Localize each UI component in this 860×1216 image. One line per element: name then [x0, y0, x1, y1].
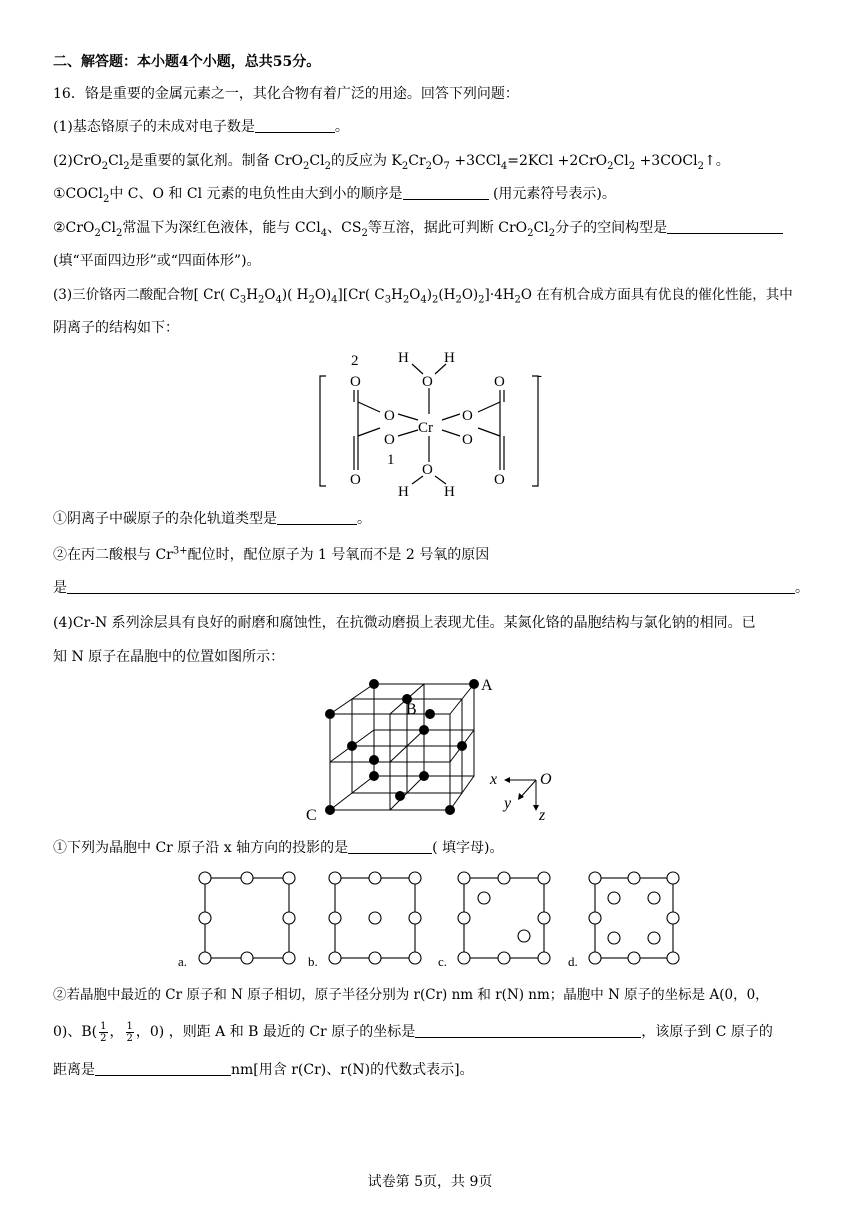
frac-den: 2 — [126, 1032, 133, 1044]
fraction-half — [126, 1021, 134, 1044]
question-4: (4)Cr-N 系列涂层具有良好的耐磨和腐蚀性，在抗微动磨损上表现尤佳。某氮化铬的晶胞结构与氯化钠的相同。已 — [53, 615, 756, 631]
q3-text: H — [391, 287, 403, 303]
q3-text: (H — [438, 287, 456, 303]
q3a-text: ①阴离子中碳原子的杂化轨道类型是 — [53, 511, 277, 527]
n-atom — [395, 791, 405, 801]
x-axis-label: x — [490, 771, 498, 788]
fraction-half — [99, 1021, 107, 1044]
atom-O: O — [462, 408, 473, 424]
q2-text: =2KCl +2CrO — [507, 153, 608, 169]
q3b-text: ②在丙二酸根与 Cr — [53, 547, 173, 563]
q2b-text: 等互溶，据此可判断 CrO — [367, 220, 528, 236]
q2-text: ↑。 — [703, 153, 730, 169]
sub: 2 — [102, 193, 110, 205]
atom-H: H — [398, 350, 409, 366]
n-atom — [369, 679, 379, 689]
q3-text: O — [409, 287, 421, 303]
answer-blank-3a[interactable] — [277, 510, 357, 525]
question-4b-line3 — [53, 1060, 474, 1080]
option-b-label[interactable]: b. — [308, 954, 318, 969]
answer-blank-4b-coord[interactable] — [415, 1023, 641, 1038]
sub: 2 — [697, 160, 704, 172]
answer-blank-2b[interactable] — [667, 219, 783, 234]
sup: 3+ — [172, 545, 188, 557]
n-atom — [325, 805, 335, 815]
question-4b: ②若晶胞中最近的 Cr 原子和 N 原子相切，原子半径分别为 r(Cr) nm 和 r(N) nm；晶胞中 N 原子的坐标是 A(0，0， — [53, 987, 769, 1003]
q3-text: H — [246, 287, 259, 303]
q4a-text: ①下列为晶胞中 Cr 原子沿 x 轴方向的投影的是 — [53, 840, 349, 856]
atom-O: O — [350, 374, 361, 390]
answer-blank-4a[interactable] — [348, 839, 432, 854]
q3-text: O) — [461, 287, 479, 303]
q2-text: +3CCl — [449, 153, 501, 169]
q2b-text: Cl — [100, 220, 117, 236]
oxygen-1-label: 1 — [387, 452, 395, 468]
q3-text: ][Cr( C — [337, 287, 385, 303]
frac-num: 1 — [126, 1020, 133, 1032]
q3b-text: 是 — [53, 580, 67, 596]
z-axis-label: z — [539, 807, 546, 824]
separator: ， — [109, 1024, 124, 1040]
q3-text: O 在有机合成方面具有优良的催化性能，其中 — [520, 287, 793, 303]
projection-options — [170, 868, 690, 972]
sub: 7 — [443, 160, 450, 172]
sub: 2 — [123, 160, 130, 172]
q1-suffix: 。 — [334, 119, 349, 135]
q4b-text: 0)、B( — [53, 1024, 98, 1040]
atom-O: O — [462, 432, 473, 448]
question-3b — [53, 545, 489, 565]
question-2b — [53, 218, 783, 238]
atom-O: O — [422, 374, 433, 390]
question-2b-line2: (填“平面四边形”或“四面体形”)。 — [53, 253, 261, 269]
anion-structure-diagram — [310, 340, 550, 500]
q2-text: Cl — [613, 153, 629, 169]
n-atom — [419, 771, 429, 781]
question-2a — [53, 184, 616, 204]
point-B-label: B — [406, 701, 417, 718]
n-atom — [445, 805, 455, 815]
atom-O: O — [494, 374, 505, 390]
option-a-figure — [199, 872, 295, 964]
atom-O: O — [422, 462, 433, 478]
q3-text: (3)三价铬丙二酸配合物[ Cr( C — [53, 287, 240, 303]
q3a-suffix: 。 — [357, 511, 371, 527]
frac-den: 2 — [100, 1032, 107, 1044]
charge-label: - — [537, 368, 542, 384]
q2b-text: 、CS — [327, 220, 362, 236]
sub: 2 — [628, 160, 636, 172]
y-axis-label: y — [504, 795, 512, 812]
q3-text: ) — [426, 287, 433, 303]
crystal-cell-diagram — [300, 672, 570, 824]
page-footer: 试卷第 5页，共 9页 — [367, 1174, 493, 1190]
sub: 2 — [607, 160, 614, 172]
question-4-line2: 知 N 原子在晶胞中的位置如图所示： — [53, 649, 285, 665]
atom-O: O — [384, 408, 395, 424]
sub: 4 — [500, 160, 508, 172]
q3-text: O) — [314, 287, 332, 303]
q2-text: 是重要的氯化剂。制备 CrO — [129, 153, 304, 169]
atom-O: O — [494, 472, 505, 488]
question-3: (3)三价铬丙二酸配合物[ Cr( $C_3H_2O_4$)( $H_2O)_4][Cr$( $C_3H_2O_4)_2(H_2O)_2]\cdot 4H_2O$ 在有机合成方面具有优良的催化性能，其中 — [53, 287, 793, 306]
sub: 2 — [425, 160, 433, 172]
sub: 2 — [401, 160, 409, 172]
answer-blank-1[interactable] — [255, 118, 335, 133]
atom-O: O — [350, 472, 361, 488]
q4b-text: nm[用含 r(Cr)、r(N)的代数式表示]。 — [231, 1062, 474, 1078]
atom-H: H — [444, 350, 455, 366]
q4b-text: ，该原子到 C 原子的 — [641, 1024, 773, 1040]
origin-label: O — [540, 771, 552, 788]
answer-blank-3b[interactable] — [67, 579, 795, 594]
option-c-figure — [458, 872, 550, 964]
sub: 2 — [548, 227, 556, 239]
option-a-label[interactable]: a. — [178, 954, 188, 969]
question-1 — [53, 117, 349, 137]
q2b-text: 常温下为深红色液体，能与 CCl — [122, 220, 321, 236]
q3-text: )( H — [281, 287, 309, 303]
option-c-label[interactable]: c. — [438, 954, 448, 969]
q2a-suffix: (用元素符号表示)。 — [488, 186, 616, 202]
n-atom — [419, 725, 429, 735]
q4b-text: 距离是 — [53, 1062, 95, 1078]
question-3-line2: 阴离子的结构如下： — [53, 320, 179, 336]
n-atom — [425, 709, 435, 719]
n-atom — [457, 741, 467, 751]
n-atom — [369, 755, 379, 765]
question-4b-line2 — [53, 1018, 773, 1046]
sub: 2 — [101, 160, 109, 172]
n-atom — [347, 741, 357, 751]
q2b-text: 分子的空间构型是 — [555, 220, 668, 236]
option-d-label[interactable]: d. — [568, 954, 578, 969]
sub: 2 — [527, 227, 534, 239]
q4b-text: ，0) ，则距 A 和 B 最近的 Cr 原子的坐标是 — [135, 1024, 416, 1040]
atom-O: O — [384, 432, 395, 448]
sub: 2 — [94, 227, 101, 239]
oxygen-2-label: 2 — [351, 353, 359, 369]
question-16-intro: 16．铬是重要的金属元素之一，其化合物有着广泛的用途。回答下列问题： — [53, 86, 519, 102]
question-3b-line2 — [53, 578, 809, 598]
q3-text: ·4H — [489, 287, 515, 303]
q4a-suffix: ( 填字母)。 — [432, 840, 504, 856]
n-atom — [469, 679, 479, 689]
q2b-text: ②CrO — [53, 220, 95, 236]
sub: 2 — [361, 227, 368, 239]
q2a-text: ①COCl — [53, 186, 103, 202]
q2-text: O — [432, 153, 444, 169]
q1-text: (1)基态铬原子的未成对电子数是 — [53, 119, 255, 135]
sub: 2 — [116, 227, 123, 239]
sub: 2 — [303, 160, 310, 172]
q3b-suffix: 。 — [795, 580, 809, 596]
answer-blank-4b-distance[interactable] — [95, 1061, 231, 1076]
option-d-figure — [589, 872, 679, 964]
q2a-text: 中 C、O 和 Cl 元素的电负性由大到小的顺序是 — [109, 186, 403, 202]
question-3a — [53, 509, 371, 529]
sub: 2 — [324, 160, 331, 172]
q2-text: +3COCl — [635, 153, 698, 169]
question-2 — [53, 151, 730, 171]
q3b-text: 配位时，配位原子为 1 号氧而不是 2 号氧的原因 — [187, 547, 490, 563]
atom-H: H — [398, 484, 409, 500]
q2-text: (2)CrO — [53, 153, 102, 169]
q2-text: Cl — [309, 153, 325, 169]
frac-num: 1 — [100, 1020, 107, 1032]
n-atom — [325, 709, 335, 719]
q3-text: ] — [484, 287, 490, 303]
q2-text: Cr — [408, 153, 426, 169]
q2-text: 的反应为 K — [330, 153, 402, 169]
point-C-label: C — [306, 807, 317, 824]
atom-H: H — [444, 484, 455, 500]
q2-text: Cl — [108, 153, 124, 169]
chromium-center: Cr — [418, 420, 433, 436]
answer-blank-2a[interactable] — [403, 185, 489, 200]
point-A-label: A — [481, 677, 493, 694]
question-4a — [53, 838, 503, 858]
n-atom — [369, 771, 379, 781]
q2b-text: Cl — [533, 220, 549, 236]
sub: 4 — [320, 227, 328, 239]
section-header: 二、解答题：本小题4个小题，总共55分。 — [53, 54, 321, 70]
option-b-figure — [329, 872, 421, 964]
q3-text: O — [264, 287, 276, 303]
